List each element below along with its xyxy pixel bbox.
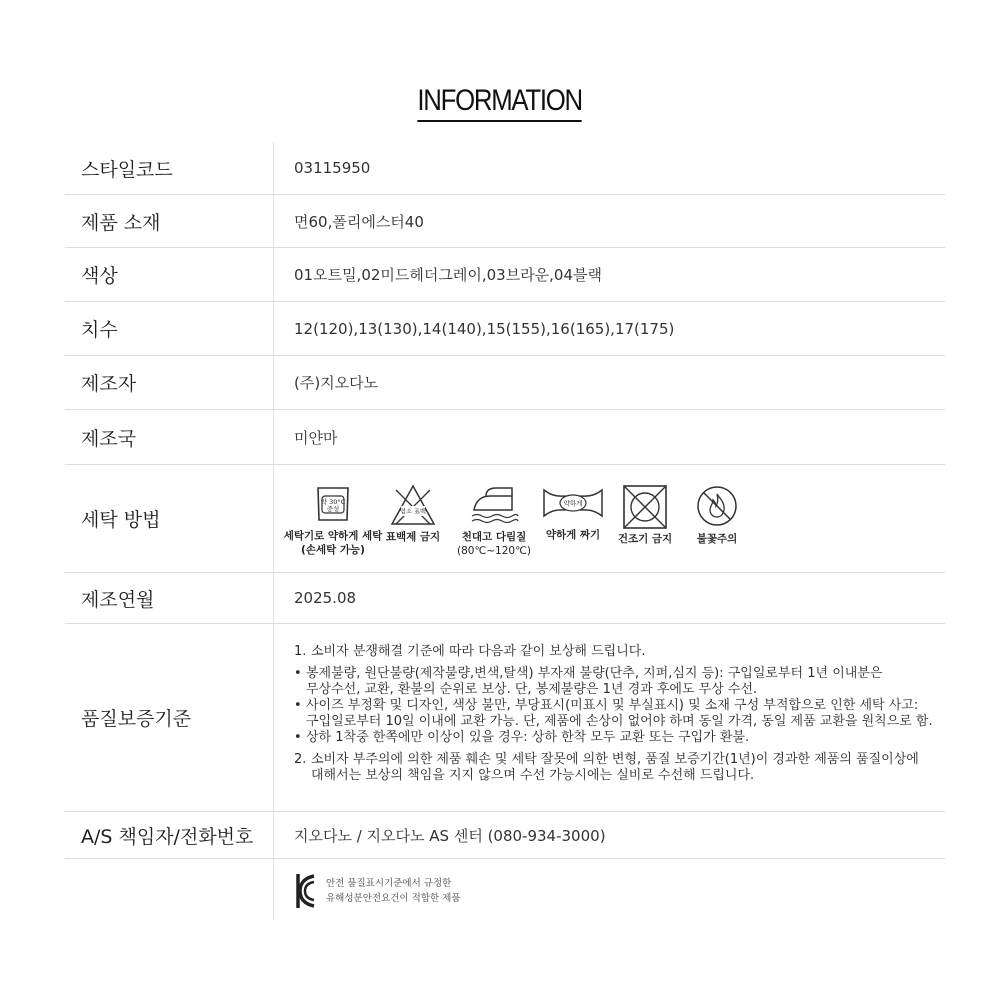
care-inner-text: 약하게 [563, 499, 583, 508]
care-label: 약하게 짜기 [545, 529, 601, 541]
gentle-wring-icon [542, 484, 604, 522]
warranty-bullet: 사이즈 부정확 및 디자인, 색상 불만, 부당표시(미표시 및 부실표시) 및 소재 구성 부적합으로 인한 세탁 사고: [306, 698, 919, 713]
iron-icon [468, 484, 520, 526]
care-item-hand-wash [281, 484, 385, 557]
row-manufacturer [65, 356, 945, 410]
row-quality-warranty [65, 624, 945, 812]
row-label: 치수 [81, 319, 118, 341]
warranty-item: 소비자 분쟁해결 기준에 따라 다음과 같이 보상해 드립니다. [311, 644, 646, 659]
row-value: 12(120),13(130),14(140),15(155),16(165),17(175) [294, 319, 675, 338]
row-country [65, 410, 945, 465]
warranty-bullet: 봉제불량, 원단불량(제작불량,변색,탈색) 부자재 불량(단추, 지퍼,심지 등): 구입일로부터 1년 이내분은 [306, 666, 883, 681]
information-table [65, 142, 945, 859]
row-style-code [65, 142, 945, 195]
row-washing [65, 465, 945, 573]
care-item-no-bleach [385, 484, 441, 544]
row-label: 품질보증기준 [81, 708, 192, 730]
warranty-bullet: 구입일로부터 10일 이내에 교환 가능. 단, 제품에 손상이 없어야 하며 동일 가격, 동일 제품 교환을 원칙으로 함. [306, 714, 933, 729]
row-label: 제품 소재 [81, 211, 161, 234]
row-label: 제조연월 [81, 588, 155, 611]
care-inner-text: 중성 [326, 505, 340, 513]
warranty-bullet: 무상수선, 교환, 환불의 순위로 보상. 단, 봉제불량은 1년 경과 후에도 무상 수선. [306, 682, 758, 697]
care-label: 천대고 다림질 [461, 531, 527, 543]
row-color [65, 248, 945, 302]
care-symbols [281, 465, 945, 572]
warranty-item: 소비자 부주의에 의한 제품 훼손 및 세탁 잘못에 의한 변형, 품질 보증기간(1년)이 경과한 제품의 품질이상에 [311, 752, 919, 767]
kc-text: 안전 품질표시기준에서 규정한 [326, 878, 452, 889]
no-tumble-dry-icon [622, 484, 668, 530]
care-label: (손세탁 가능) [301, 544, 365, 556]
care-item-no-tumble-dry [609, 484, 681, 546]
warranty-number: 2. [294, 752, 307, 767]
care-label: 불꽃주의 [696, 533, 738, 545]
care-inner-text: 염소 표백 [400, 508, 426, 516]
kc-text: 유해성분안전요건이 적합한 제품 [326, 893, 461, 904]
kc-certification [294, 872, 461, 910]
no-bleach-icon [390, 484, 436, 526]
kc-mark-icon [294, 872, 320, 910]
page-title [0, 84, 1000, 122]
row-label: 제조자 [81, 373, 137, 395]
care-item-gentle-wring [537, 484, 609, 542]
row-label: 제조국 [81, 427, 137, 450]
row-as-contact [65, 812, 945, 859]
care-label: 표백제 금지 [385, 531, 441, 543]
row-value: 01오트밀,02미드헤더그레이,03브라운,04블랙 [294, 266, 603, 284]
warranty-number: 1. [294, 644, 307, 659]
row-size [65, 302, 945, 356]
row-value: 면60,폴리에스터40 [294, 212, 424, 231]
care-label: 세탁기로 약하게 세탁 [283, 530, 383, 542]
warranty-item: 대해서는 보상의 책임을 지지 않으며 수선 가능시에는 실비로 수선해 드립니다. [311, 768, 755, 783]
care-item-flammable [681, 484, 753, 546]
row-label: 스타일코드 [81, 158, 173, 181]
hand-wash-30-icon [313, 484, 353, 524]
warranty-bullet: 상하 1착중 한쪽에만 이상이 있을 경우: 상하 한착 모두 교환 또는 구입가 환불. [306, 730, 750, 745]
row-value: 미얀마 [294, 428, 338, 447]
warranty-text: 1. 소비자 분쟁해결 기준에 따라 다음과 같이 보상해 드립니다. • 봉제불량, 원단불량(제작불량,변색,탈색) 부자재 불량(단추, 지퍼,심지 등): 구입일로부터 1년 이내분은 무상수선, 교환, 환불의 순위로 보상. 단, 봉제불량은 1년 경과 후에도 무상 수선. • 사이즈 부정확 및 디자인, 색상 불만, 부당표시(미표시 및 부실표시) 및 소재 구성 부적합으로 인한 세탁 사고: 구입일로부터 10일 이내에 교환 가능. 단, 제품에 손상이 없어야 하며 동일 가격, 동일 제품 교환을 원칙으로 함. • 상하 1착중 한쪽에만 이상이 있을 경우: 상하 한착 모두 교환 또는 구입가 환불. 2. 소비자 부주의에 의한 제품 훼손 및 세탁 잘못에 의한 변형, 품질 보증기간(1년)이 경과한 제품의 품질이상에 대해서는 보상의 책임을 지지 않으며 수선 가능시에는 실비로 수선해 드립니다. [294, 644, 933, 783]
care-item-iron [451, 484, 537, 558]
row-label: 세탁 방법 [81, 509, 161, 531]
row-value: 지오다노 / 지오다노 AS 센터 (080-934-3000) [294, 826, 606, 845]
row-material [65, 195, 945, 248]
row-value: 2025.08 [294, 589, 357, 607]
row-manufacture-date [65, 573, 945, 624]
care-label: (80℃~120℃) [457, 545, 531, 557]
page-title-text: INFORMATION [418, 84, 582, 122]
care-label: 건조기 금지 [617, 533, 673, 545]
row-value: (주)지오다노 [294, 374, 379, 392]
row-label: A/S 책임자/전화번호 [81, 825, 254, 848]
flammable-icon [695, 484, 739, 528]
row-label: 색상 [81, 265, 118, 287]
row-value: 03115950 [294, 159, 371, 177]
care-inner-text: 약 30°C [320, 498, 346, 506]
